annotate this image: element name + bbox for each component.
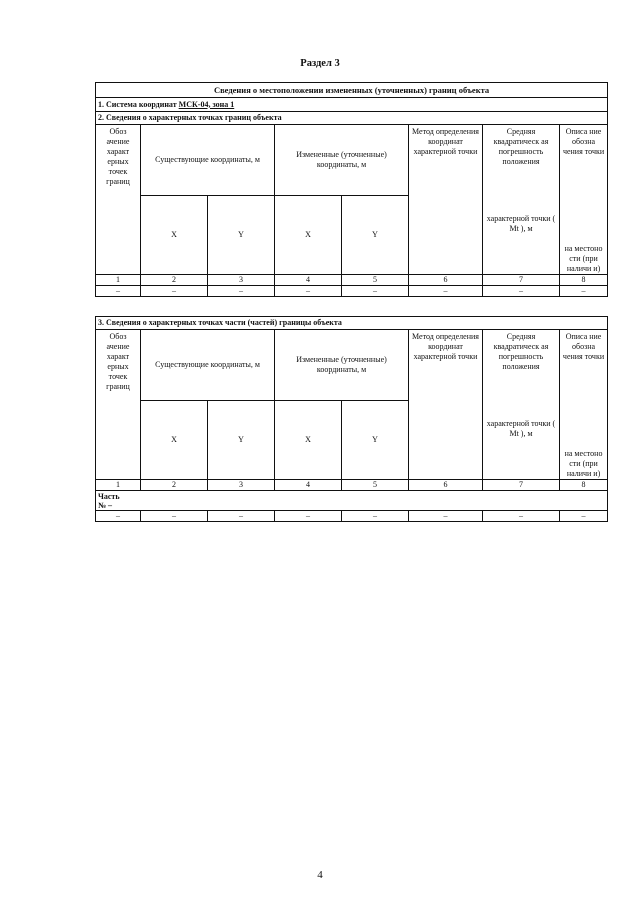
header-accuracy [483, 330, 560, 480]
section-1-label: 1. Система координат [98, 99, 179, 109]
cell-dash: – [96, 286, 141, 297]
header-description-top: Описа ние обозна чения точки [562, 127, 605, 156]
part-number: № – [98, 500, 113, 510]
header-existing-x: X [141, 196, 208, 275]
cell-dash: – [560, 511, 608, 522]
col-number: 2 [141, 480, 208, 491]
cell-dash: – [483, 511, 560, 522]
header-existing-x: X [141, 401, 208, 480]
col-number: 1 [96, 275, 141, 286]
cell-dash: – [560, 286, 608, 297]
header-existing-y: Y [208, 401, 275, 480]
data-row-empty [96, 286, 608, 297]
col-number: 1 [96, 480, 141, 491]
header-existing-coords: Существующие координаты, м [141, 125, 275, 196]
header-description [560, 330, 608, 480]
column-numbers-row [96, 275, 608, 286]
data-row-empty [96, 511, 608, 522]
header-changed-coords: Измененные (уточненные) координаты, м [275, 330, 409, 401]
header-method: Метод определения координат характерной точки [409, 330, 483, 480]
form-title: Сведения о местоположении измененных (уточненных) границ объекта [96, 83, 608, 98]
col-number: 7 [483, 480, 560, 491]
cell-dash: – [483, 286, 560, 297]
header-point-name: Обоз ачение характ ерных точек границ [96, 330, 141, 480]
header-accuracy-bottom: характерной точки ( Mt ), м [486, 214, 556, 233]
header-existing-y: Y [208, 196, 275, 275]
boundary-table-main [95, 82, 608, 297]
col-number: 8 [560, 275, 608, 286]
col-number: 5 [342, 275, 409, 286]
header-description-top: Описа ние обозна чения точки [562, 332, 605, 361]
col-number: 4 [275, 480, 342, 491]
part-label-row [96, 491, 608, 511]
cell-dash: – [409, 286, 483, 297]
header-description [560, 125, 608, 275]
header-changed-y: Y [342, 401, 409, 480]
page-number: 4 [317, 869, 323, 881]
page-heading: Раздел 3 [300, 58, 340, 69]
header-accuracy-top: Средняя квадратическ ая погрешность положения [493, 127, 549, 166]
col-number: 3 [208, 480, 275, 491]
header-description-bottom: на местоно сти (при наличи и) [564, 449, 603, 478]
cell-dash: – [208, 511, 275, 522]
header-point-name: Обоз ачение характ ерных точек границ [96, 125, 141, 275]
coordinate-system-value: МСК-04, зона 1 [178, 99, 235, 109]
col-number: 4 [275, 275, 342, 286]
cell-dash: – [96, 511, 141, 522]
header-accuracy [483, 125, 560, 275]
part-label: Часть [98, 491, 120, 501]
col-number: 6 [409, 480, 483, 491]
cell-dash: – [141, 511, 208, 522]
boundary-table-parts [95, 316, 608, 522]
cell-dash: – [141, 286, 208, 297]
header-method: Метод определения координат характерной точки [409, 125, 483, 275]
cell-dash: – [275, 286, 342, 297]
header-changed-y: Y [342, 196, 409, 275]
section-3-title: 3. Сведения о характерных точках части (частей) границы объекта [96, 317, 608, 330]
col-number: 3 [208, 275, 275, 286]
cell-dash: – [275, 511, 342, 522]
header-accuracy-bottom: характерной точки ( Mt ), м [486, 419, 556, 438]
col-number: 5 [342, 480, 409, 491]
cell-dash: – [342, 511, 409, 522]
column-numbers-row [96, 480, 608, 491]
header-accuracy-top: Средняя квадратическ ая погрешность положения [493, 332, 549, 371]
header-changed-coords: Измененные (уточненные) координаты, м [275, 125, 409, 196]
header-changed-x: X [275, 196, 342, 275]
col-number: 8 [560, 480, 608, 491]
col-number: 6 [409, 275, 483, 286]
cell-dash: – [409, 511, 483, 522]
col-number: 7 [483, 275, 560, 286]
header-changed-x: X [275, 401, 342, 480]
cell-dash: – [208, 286, 275, 297]
cell-dash: – [342, 286, 409, 297]
section-2-title: 2. Сведения о характерных точках границ объекта [96, 112, 608, 125]
col-number: 2 [141, 275, 208, 286]
section-1-coordinate-system [96, 98, 608, 112]
header-existing-coords: Существующие координаты, м [141, 330, 275, 401]
header-description-bottom: на местоно сти (при наличи и) [564, 244, 603, 273]
